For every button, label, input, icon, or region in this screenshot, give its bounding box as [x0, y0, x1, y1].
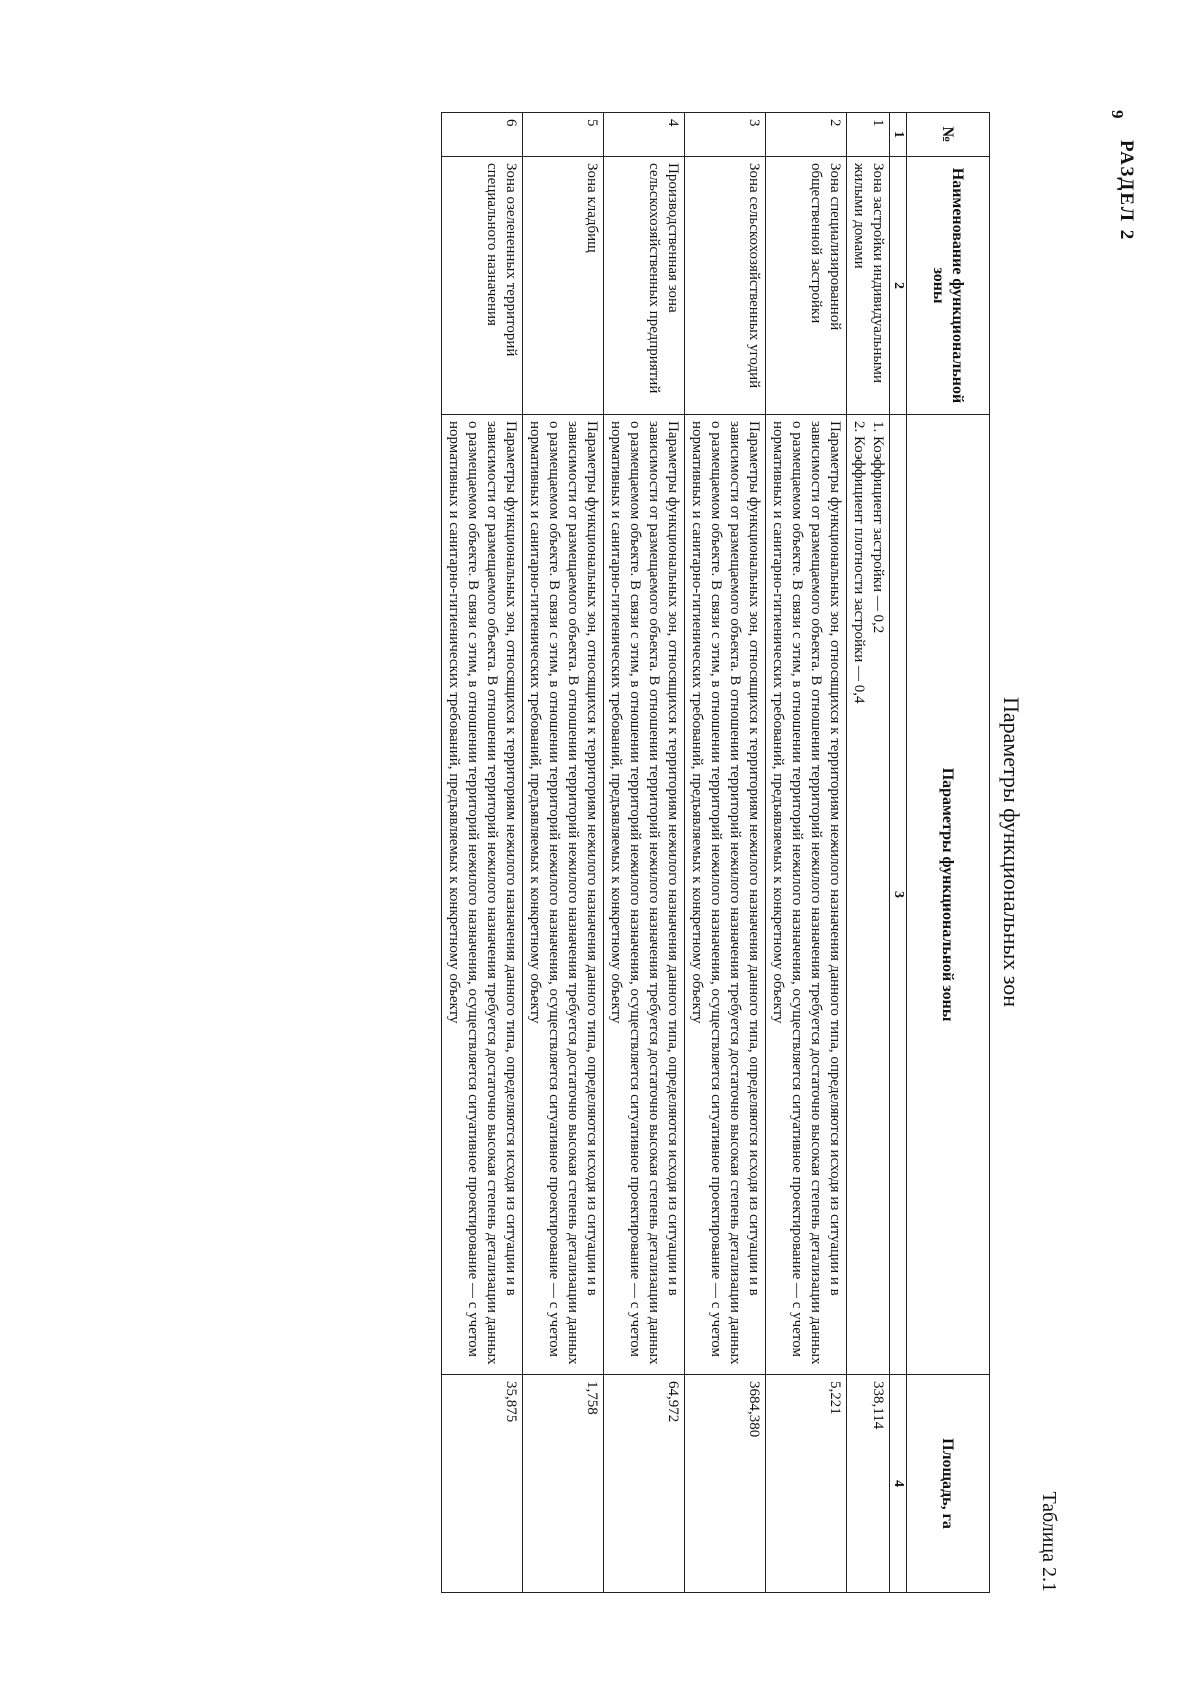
parameter-line: Параметры функциональных зон, относящихся к территориям нежилого назначения данного типа, определяются исходя из ситуации и в зависимости от размещаемого объекта. В отношении территорий нежилого назначения требуется достаточно высокая степень детализации данных о размещаемом объекте. В связи с этим, в отношении территорий нежилого назначения, осуществляется ситуативное проектирование — с учетом нормативных и санитарно-гигиенических требований, предъявляемых к конкретному объекту: [689, 421, 762, 1365]
table-row: [766, 113, 847, 1593]
table-row: [604, 113, 685, 1593]
header-num: №: [907, 113, 990, 157]
rotated-page-content: [180, 112, 1060, 1592]
parameter-line: Параметры функциональных зон, относящихся к территориям нежилого назначения данного типа, определяются исходя из ситуации и в зависимости от размещаемого объекта. В отношении территорий нежилого назначения требуется достаточно высокая степень детализации данных о размещаемом объекте. В связи с этим, в отношении территорий нежилого назначения, осуществляется ситуативное проектирование — с учетом нормативных и санитарно-гигиенических требований, предъявляемых к конкретному объекту: [770, 421, 843, 1365]
row-number: 3: [685, 113, 766, 157]
zone-area: 3684,380: [685, 1375, 766, 1593]
header-area: Площадь, га: [907, 1375, 990, 1593]
zone-name: Зона специализированной общественной застройки: [766, 157, 847, 415]
table-row: [523, 113, 604, 1593]
table-caption: Параметры функциональных зон: [999, 696, 1024, 1008]
zones-table: [441, 112, 990, 1593]
table-row: [847, 113, 890, 1593]
zone-name: Зона озелененных территорий специального назначения: [442, 157, 523, 415]
zone-area: 64,972: [604, 1375, 685, 1593]
row-number: 2: [766, 113, 847, 157]
column-number: 1: [890, 113, 907, 157]
parameter-line: Параметры функциональных зон, относящихся к территориям нежилого назначения данного типа, определяются исходя из ситуации и в зависимости от размещаемого объекта. В отношении территорий нежилого назначения требуется достаточно высокая степень детализации данных о размещаемом объекте. В связи с этим, в отношении территорий нежилого назначения, осуществляется ситуативное проектирование — с учетом нормативных и санитарно-гигиенических требований, предъявляемых к конкретному объекту: [446, 421, 519, 1365]
column-number: 4: [890, 1375, 907, 1593]
row-number: 1: [847, 113, 890, 157]
zone-parameters: [523, 415, 604, 1375]
zone-parameters: [847, 415, 890, 1375]
zone-name: Зона сельскохозяйственных угодий: [685, 157, 766, 415]
table-row: [685, 113, 766, 1593]
parameter-line: 1. Коэффициент застройки — 0,2: [870, 421, 886, 634]
row-number: 4: [604, 113, 685, 157]
zone-area: 338,114: [847, 1375, 890, 1593]
column-number: 2: [890, 157, 907, 415]
zone-name: Производственная зона сельскохозяйственных предприятий: [604, 157, 685, 415]
page-number: 9: [1108, 110, 1127, 119]
parameter-line: 2. Коэффициент плотности застройки — 0,4: [851, 421, 867, 704]
zone-area: 35,875: [442, 1375, 523, 1593]
zone-parameters: [604, 415, 685, 1375]
table-label: Таблица 2.1: [1038, 1491, 1060, 1592]
column-number-row: [890, 113, 907, 1593]
row-number: 6: [442, 113, 523, 157]
header-params: Параметры функциональной зоны: [907, 415, 990, 1375]
zone-name: Зона застройки индивидуальными жилыми домами: [847, 157, 890, 415]
zone-parameters: [766, 415, 847, 1375]
table-header-row: [907, 113, 990, 1593]
zone-area: 1,758: [523, 1375, 604, 1593]
row-number: 5: [523, 113, 604, 157]
zone-name: Зона кладбищ: [523, 157, 604, 415]
parameter-line: Параметры функциональных зон, относящихся к территориям нежилого назначения данного типа, определяются исходя из ситуации и в зависимости от размещаемого объекта. В отношении территорий нежилого назначения требуется достаточно высокая степень детализации данных о размещаемом объекте. В связи с этим, в отношении территорий нежилого назначения, осуществляется ситуативное проектирование — с учетом нормативных и санитарно-гигиенических требований, предъявляемых к конкретному объекту: [527, 421, 600, 1365]
table-row: [442, 113, 523, 1593]
zone-parameters: [685, 415, 766, 1375]
zone-area: 5,221: [766, 1375, 847, 1593]
header-name: Наименование функциональной зоны: [907, 157, 990, 415]
parameter-line: Параметры функциональных зон, относящихся к территориям нежилого назначения данного типа, определяются исходя из ситуации и в зависимости от размещаемого объекта. В отношении территорий нежилого назначения требуется достаточно высокая степень детализации данных о размещаемом объекте. В связи с этим, в отношении территорий нежилого назначения, осуществляется ситуативное проектирование — с учетом нормативных и санитарно-гигиенических требований, предъявляемых к конкретному объекту: [608, 421, 681, 1365]
zone-parameters: [442, 415, 523, 1375]
column-number: 3: [890, 415, 907, 1375]
section-label: РАЗДЕЛ 2: [1116, 140, 1137, 242]
